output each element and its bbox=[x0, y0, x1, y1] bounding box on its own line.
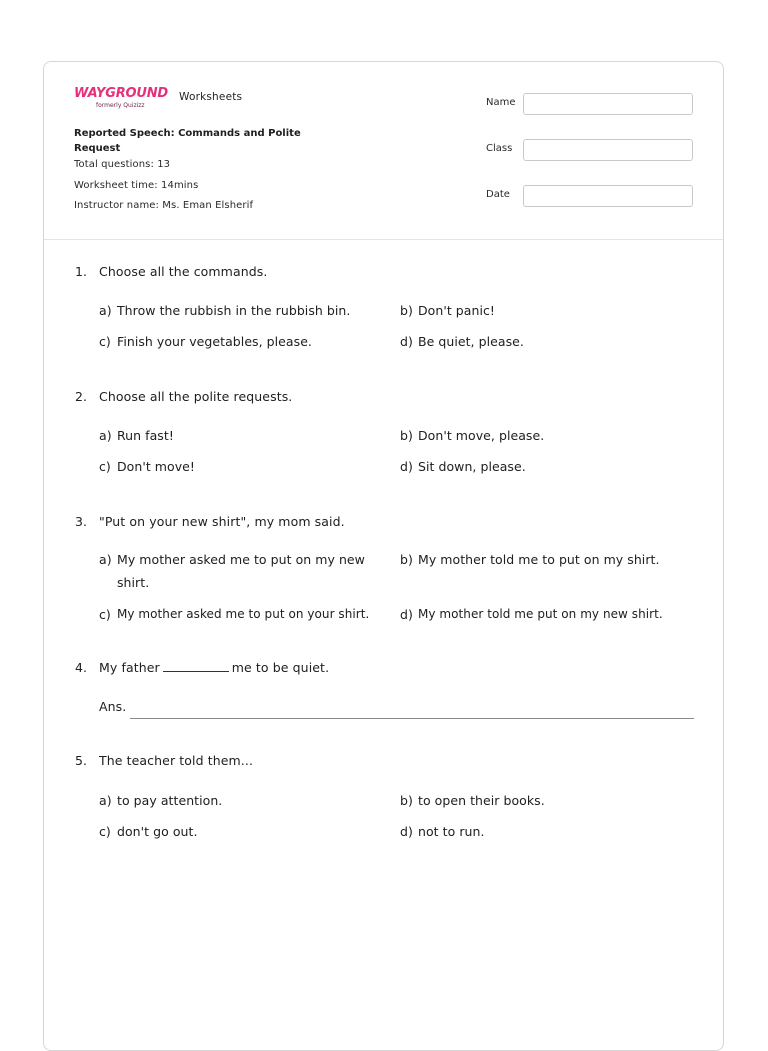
logo-wordmark: WAYGROUND bbox=[74, 86, 169, 101]
option-letter: b) bbox=[400, 428, 413, 443]
question-1 bbox=[44, 264, 723, 282]
class-label: Class bbox=[486, 143, 513, 154]
option-5a[interactable] bbox=[99, 789, 389, 812]
total-questions: Total questions: 13 bbox=[74, 159, 171, 170]
question-text bbox=[99, 660, 329, 675]
option-letter: c) bbox=[99, 334, 111, 349]
option-letter: a) bbox=[99, 552, 112, 567]
worksheet-title: Reported Speech: Commands and Polite Request bbox=[74, 128, 301, 154]
worksheet-page bbox=[43, 61, 724, 1051]
option-5c[interactable] bbox=[99, 820, 389, 843]
option-letter: c) bbox=[99, 824, 111, 839]
option-3a[interactable] bbox=[99, 548, 389, 594]
option-letter: a) bbox=[99, 793, 112, 808]
option-text: Don't move, please. bbox=[418, 428, 545, 443]
option-text: not to run. bbox=[418, 824, 485, 839]
option-text: Don't move! bbox=[117, 459, 195, 474]
question-number: 4. bbox=[75, 660, 88, 675]
option-letter: a) bbox=[99, 428, 112, 443]
question-text: Choose all the commands. bbox=[99, 264, 268, 279]
option-text: Throw the rubbish in the rubbish bin. bbox=[117, 303, 351, 318]
option-letter: d) bbox=[400, 824, 413, 839]
option-text: My mother told me put on my new shirt. bbox=[418, 607, 663, 621]
worksheet-time: Worksheet time: 14mins bbox=[74, 180, 199, 191]
option-letter: b) bbox=[400, 552, 413, 567]
option-letter: b) bbox=[400, 303, 413, 318]
option-2c[interactable] bbox=[99, 455, 389, 478]
option-text: to pay attention. bbox=[117, 793, 223, 808]
option-5b[interactable] bbox=[400, 789, 690, 812]
option-2b[interactable] bbox=[400, 424, 690, 447]
question-number: 3. bbox=[75, 514, 88, 529]
name-field[interactable] bbox=[523, 93, 693, 115]
option-2d[interactable] bbox=[400, 455, 690, 478]
option-text: don't go out. bbox=[117, 824, 198, 839]
option-letter: d) bbox=[400, 607, 413, 622]
wayground-logo bbox=[74, 86, 174, 112]
answer-label: Ans. bbox=[99, 699, 127, 714]
option-text: My mother asked me to put on your shirt. bbox=[117, 607, 370, 621]
option-text: My mother told me to put on my shirt. bbox=[418, 552, 660, 567]
option-letter: a) bbox=[99, 303, 112, 318]
question-5 bbox=[44, 753, 723, 771]
brand-title: Worksheets bbox=[179, 91, 243, 103]
question-number: 5. bbox=[75, 753, 88, 768]
question-number: 1. bbox=[75, 264, 88, 279]
option-1a[interactable] bbox=[99, 299, 389, 322]
option-1c[interactable] bbox=[99, 330, 389, 353]
option-1b[interactable] bbox=[400, 299, 690, 322]
instructor-name: Instructor name: Ms. Eman Elsherif bbox=[74, 200, 254, 211]
logo-subtitle: formerly Quizizz bbox=[96, 102, 145, 109]
question-2 bbox=[44, 389, 723, 407]
question-4 bbox=[44, 660, 723, 678]
name-label: Name bbox=[486, 97, 516, 108]
worksheet-header bbox=[44, 62, 723, 240]
option-3b[interactable] bbox=[400, 548, 700, 571]
option-text: Be quiet, please. bbox=[418, 334, 524, 349]
option-text: to open their books. bbox=[418, 793, 545, 808]
question-text-after: me to be quiet. bbox=[231, 660, 330, 675]
question-text: The teacher told them... bbox=[99, 753, 254, 768]
option-letter: b) bbox=[400, 793, 413, 808]
option-letter: d) bbox=[400, 459, 413, 474]
option-text: My mother asked me to put on my new shirt. bbox=[117, 552, 365, 590]
option-text: Finish your vegetables, please. bbox=[117, 334, 312, 349]
option-3d[interactable] bbox=[400, 603, 700, 626]
date-label: Date bbox=[486, 189, 510, 200]
question-text-before: My father bbox=[99, 660, 160, 675]
option-text: Don't panic! bbox=[418, 303, 495, 318]
question-text: Choose all the polite requests. bbox=[99, 389, 293, 404]
question-number: 2. bbox=[75, 389, 88, 404]
option-5d[interactable] bbox=[400, 820, 690, 843]
question-text: "Put on your new shirt", my mom said. bbox=[99, 514, 345, 529]
class-field[interactable] bbox=[523, 139, 693, 161]
question-3 bbox=[44, 514, 723, 532]
date-field[interactable] bbox=[523, 185, 693, 207]
option-text: Run fast! bbox=[117, 428, 174, 443]
option-letter: d) bbox=[400, 334, 413, 349]
option-2a[interactable] bbox=[99, 424, 389, 447]
option-letter: c) bbox=[99, 607, 111, 622]
fill-in-blank bbox=[163, 661, 229, 672]
option-letter: c) bbox=[99, 459, 111, 474]
answer-line[interactable] bbox=[130, 718, 694, 719]
option-3c[interactable] bbox=[99, 603, 394, 626]
option-text: Sit down, please. bbox=[418, 459, 526, 474]
option-1d[interactable] bbox=[400, 330, 690, 353]
